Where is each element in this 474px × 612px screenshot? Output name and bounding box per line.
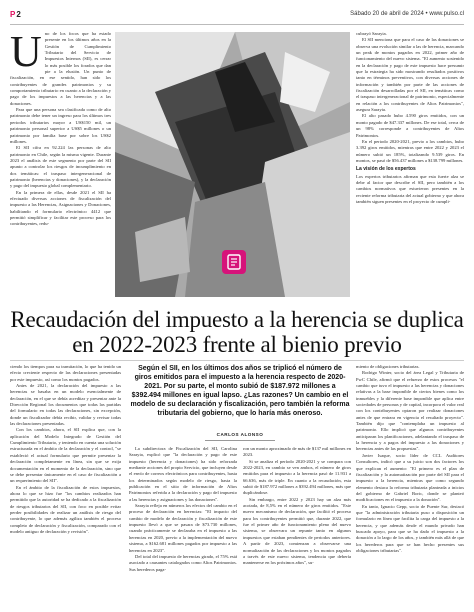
lead-paragraph: Según el SII, en los últimos dos años se triplicó el número de giros emitidos para el impuesto a la herencia respecto de 2020-2021. Por su parte, el monto subió de $187.972 millones a $392.494 millones en igual lapso. ¿Las razones? Un cambio en el modelo de su declaración y fiscalización, pero también la reforma tributaria del gobierno, que lo haría más oneroso. [130, 365, 350, 418]
date-site-line: Sábado 20 de abril de 2024 • www.pulso.cl [350, 11, 464, 17]
paragraph: Sin embargo, entre 2022 y 2023 hay un alza más acotada, de 8,5% en el número de giros emitidos. "Este nuevo mecanismo de declaración, que facilitó el proceso para los contribuyentes permitió que, durante 2022, que fue el primer año de funcionamiento pleno del nuevo sistema, se observara un repunte tanto en algunos impuestos que estaban pendientes de periodos anteriores. A partir de 2023, comienzan a observarse una normalización de las declaraciones y los montos pagados a través de este nuevo sistema, tendencia que debería mantenerse en los próximos años", su- [243, 496, 351, 566]
article-column-bottom-4 [356, 364, 464, 606]
paragraph: El alto pasado hubo 4.590 giros emitidos, con un monto pagado de $47.337 millones. De ese total, cerca de un 98% corresponde a contribuyentes de Altos Patrimonios. [356, 113, 464, 138]
document-icon [222, 250, 246, 274]
paragraph: Si se analiza el período 2020-2021 y se compara con 2022-2023, en cambio se ven ambos, el número de giros emitidos para el impuesto a la herencia pasó de 11.931 a 66.636, más de triple. En cuanto a la recaudación, esta subió de $187.972 millones a $392.494 millones, más que duplicándose. [243, 458, 351, 496]
paragraph: En el ámbito de la fiscalización de estos impuestos, ahora lo que se hizo fue "los cambios realizados han permitido que la autoridad se ha dedicado a la fiscalización de riesgos tributarios del SII, con foco en posible evitar perder posibilidades de realizar un análisis de riesgo del contribuyente, lo que además agiliza también el proceso completo de declaración y fiscalización, comparado con el modelo antiguo de declaración y revisión". [10, 484, 121, 534]
paragraph: no de los focos que ha estado presente en los últimos años en la Gestión de Cumplimiento Tributario del Servicio de Impuestos Internos (SII), es cerrar lo más posible los forados que dan pie a la elusión. Un punto de fiscalización, en ese sentido, han sido los contribuyentes de grandes patrimonios y su comportamiento tributario en cuanto a la declaración y pago de los impuestos a las herencias y a las donaciones. [10, 31, 111, 106]
paragraph: miento de obligaciones tributarias. [356, 364, 420, 369]
paragraph: El SII menciona que para el caso de las donaciones se observa una evolución similar a las de herencia, marcando un peak de montos pagados en 2022, primer año de funcionamiento del nuevo sistema. "El aumento sostenido en la declaración y pago de este impuesto hace presumir que la estrategia ha sido mostrando resultados positivos tanto en términos preventivos, con diversas acciones de información y también por parte de las acciones de fiscalización desarrolladas por el SII, en temáticas como el traspaso intergeneracional de patrimonio, especialmente en relación a los contribuyentes de Altos Patrimonios", asegura Sarayia. [356, 37, 464, 113]
paragraph: En el periodo 2020-2021, previo a los cambios, hubo 3.392 giros emitidos, mientras que entre 2022 y 2023 el número subió un 185%, totalizando 9.539 giros. En montos, se pasó de $56.437 millones a $138.799 millones. [356, 138, 464, 163]
paragraph: Los expertos tributarios afirman que esta fuerte alza se debe al factor que describe el SII, pero también a los cambios normativos que estuvieron presentes en la reciente reforma tributaria del actual gobierno y que ahora también siguen presentes en el proyecto de cumpli- [356, 173, 464, 204]
paragraph: Para que una persona sea clasificada como de alto patrimonio debe tener un ingreso para los últimos tres periodos tributarios mayor a US$150 mil, un patrimonio personal superior a US$5 millones o un patrimonio por familia base por sobre los US$2 millones. [10, 107, 111, 144]
byline-rule [205, 440, 275, 441]
article-column-bottom-1 [10, 364, 121, 606]
paragraph: El SII cifra en 92.224 las personas de alto patrimonio en Chile, según la misma vigente. Durante 2023 el análisis de este segmento por parte del SII apunto a controlar los riesgos de incumplimiento en dos temáticas: el traspaso intergeneracional de patrimonio (herencias y donaciones), y la declaración y pago del impuesto global complementario. [10, 145, 111, 189]
paragraph: ron un monto aproximado de más de $137 mil millones en 2023. [243, 446, 351, 458]
byline: CARLOS ALONSO [216, 432, 264, 437]
paragraph: cubrayó Sarayia. [356, 31, 387, 36]
paragraph: Con los cambios, ahora, el SII explica que, con la aplicación del Modelo Integrado de Gestión del Cumplimiento Tributario, y teniendo en cuenta una solución estructurada en el ámbito de la declaración y el control, "se estableció el actual formulario que permite presentar la declaración completamente en línea, sin que se exija documentación en el momento de la declaración, sino que se debe presentar únicamente en el caso de fiscalización a un requerimiento del SII". [10, 427, 121, 484]
subhead: La visión de los expertos [356, 166, 416, 173]
paragraph: La subdirectora de Fiscalización del SII, Carolina Sarayia, explicó que "la declaración y pago de este impuesto (herencia y donaciones) ha sido reforzada mediante acciones del propio Servicio, que incluyen desde el envío de correos electrónicos para contribuyentes, hasta los determinados según modelo de riesgo, hasta la publicación en el sitio de información de Altos Patrimonios referida a la declaración y pago del impuesto a las herencias y asignaciones y las donaciones". [129, 446, 237, 502]
page-number: P2 [10, 10, 21, 19]
paragraph: Rodrigo Winter, socio del área Legal y Tributaria de PwC Chile, afirmó que el refuerzo de estos procesos "el cambio que tuvo el impuesto a las herencias y donaciones relativas a la base imponible de ciertos bienes como los inmuebles y la diferente base imponible que aplica entre sociedades de personas y de capital, incorpora el valor real con los contribuyentes optaron por realizar donaciones antes de que entrara en vigencia el resultado proyecto". También dijo que "contemplaba un impuesto al patrimonio. Ello implicó que algunos contribuyentes anticiparan los planificaciones, adelantando el traspaso de la herencia y a pagos del impuesto a las donaciones y herencias antes de las propuestas". [356, 370, 464, 452]
article-column-top-right [356, 31, 464, 301]
article-column-bottom-3 [243, 446, 351, 606]
paragraph: En tanto, Ignacio Gepp, socio de Puente Sur, destacó que "la administración tributaria puso a disposición un formulario en línea que facilita la carga del impuesto a la herencia, y que además desde el mundo privado han buscado apoyo, para que se ha dado el impuesto a la donación a lo largo de los años, y también más allá de que los herederos para que se han hecho presentes sus obligaciones tributarias". [356, 503, 464, 553]
article-column-bottom-2 [129, 446, 237, 606]
drop-cap: U [10, 31, 42, 76]
headline: Recaudación del impuesto a la herencia se duplica en 2022-2023 frente al bienio previo [10, 307, 464, 357]
paragraph: ciendo los tiempos para su tramitación, lo que ha tenido un efecto creciente respecto de las declaraciones presentadas por este impuesto, así como los montos pagados. [10, 364, 121, 382]
paragraph: Antes de 2021, la declaración del impuesto a las herencias se basaba en un modelo esencialmente de declaración, en el que se debía acreditar y presentar ante la Dirección Regional los documentos que todas las partidas del formulario en todas las declaraciones, sin excepción, donde un fiscalizador debía recibir, validar y revisar todas las declaraciones presentadas. [10, 383, 121, 427]
paragraph: En la primera de ellas, desde 2021 el SII ha efectuado diversas acciones de fiscalización del impuesto a las Herencias, Asignaciones y Donaciones, habilitando el formulario electrónico 4412 que permitió simplificar y facilitar este proceso para los contribuyentes, redu- [10, 189, 111, 227]
paragraph: Del total del impuesto de herencias girado, el 75% está asociado a causantes catalogados como Altos Patrimonios. Sus herederos paga- [129, 553, 237, 572]
headline-rule [10, 360, 464, 361]
page-header [10, 10, 464, 22]
paragraph: Sarayia refleja en números los efectos del cambio en el proceso de declaración en herencias: "El impacto del cambio de modelo de declaración y fiscalización de este impuesto llevó a que se pasara de $73.730 millones, cuando prácticamente se declaraba en el impuesto a las herencias en 2020, previo a la implementación del nuevo sistema, a $162.681 millones pagados por impuesto a las herencias en 2023". [129, 503, 237, 553]
paragraph: Javier Isaque, socio líder de CCL Auditores Consultores, indicó que a su juicio son dos factores los que explican el aumento: "El primero es el plan de fiscalización y la automatización por parte del SII para el impuesto a la herencia, mientras que como segundo elemento destaca la reforma tributaria planteada a inicios del gobierno de Gabriel Boric, donde se planteó modificaciones en el impuesto a la donación". [356, 452, 464, 503]
article-column-top-left [10, 31, 111, 301]
header-rule [10, 24, 464, 25]
